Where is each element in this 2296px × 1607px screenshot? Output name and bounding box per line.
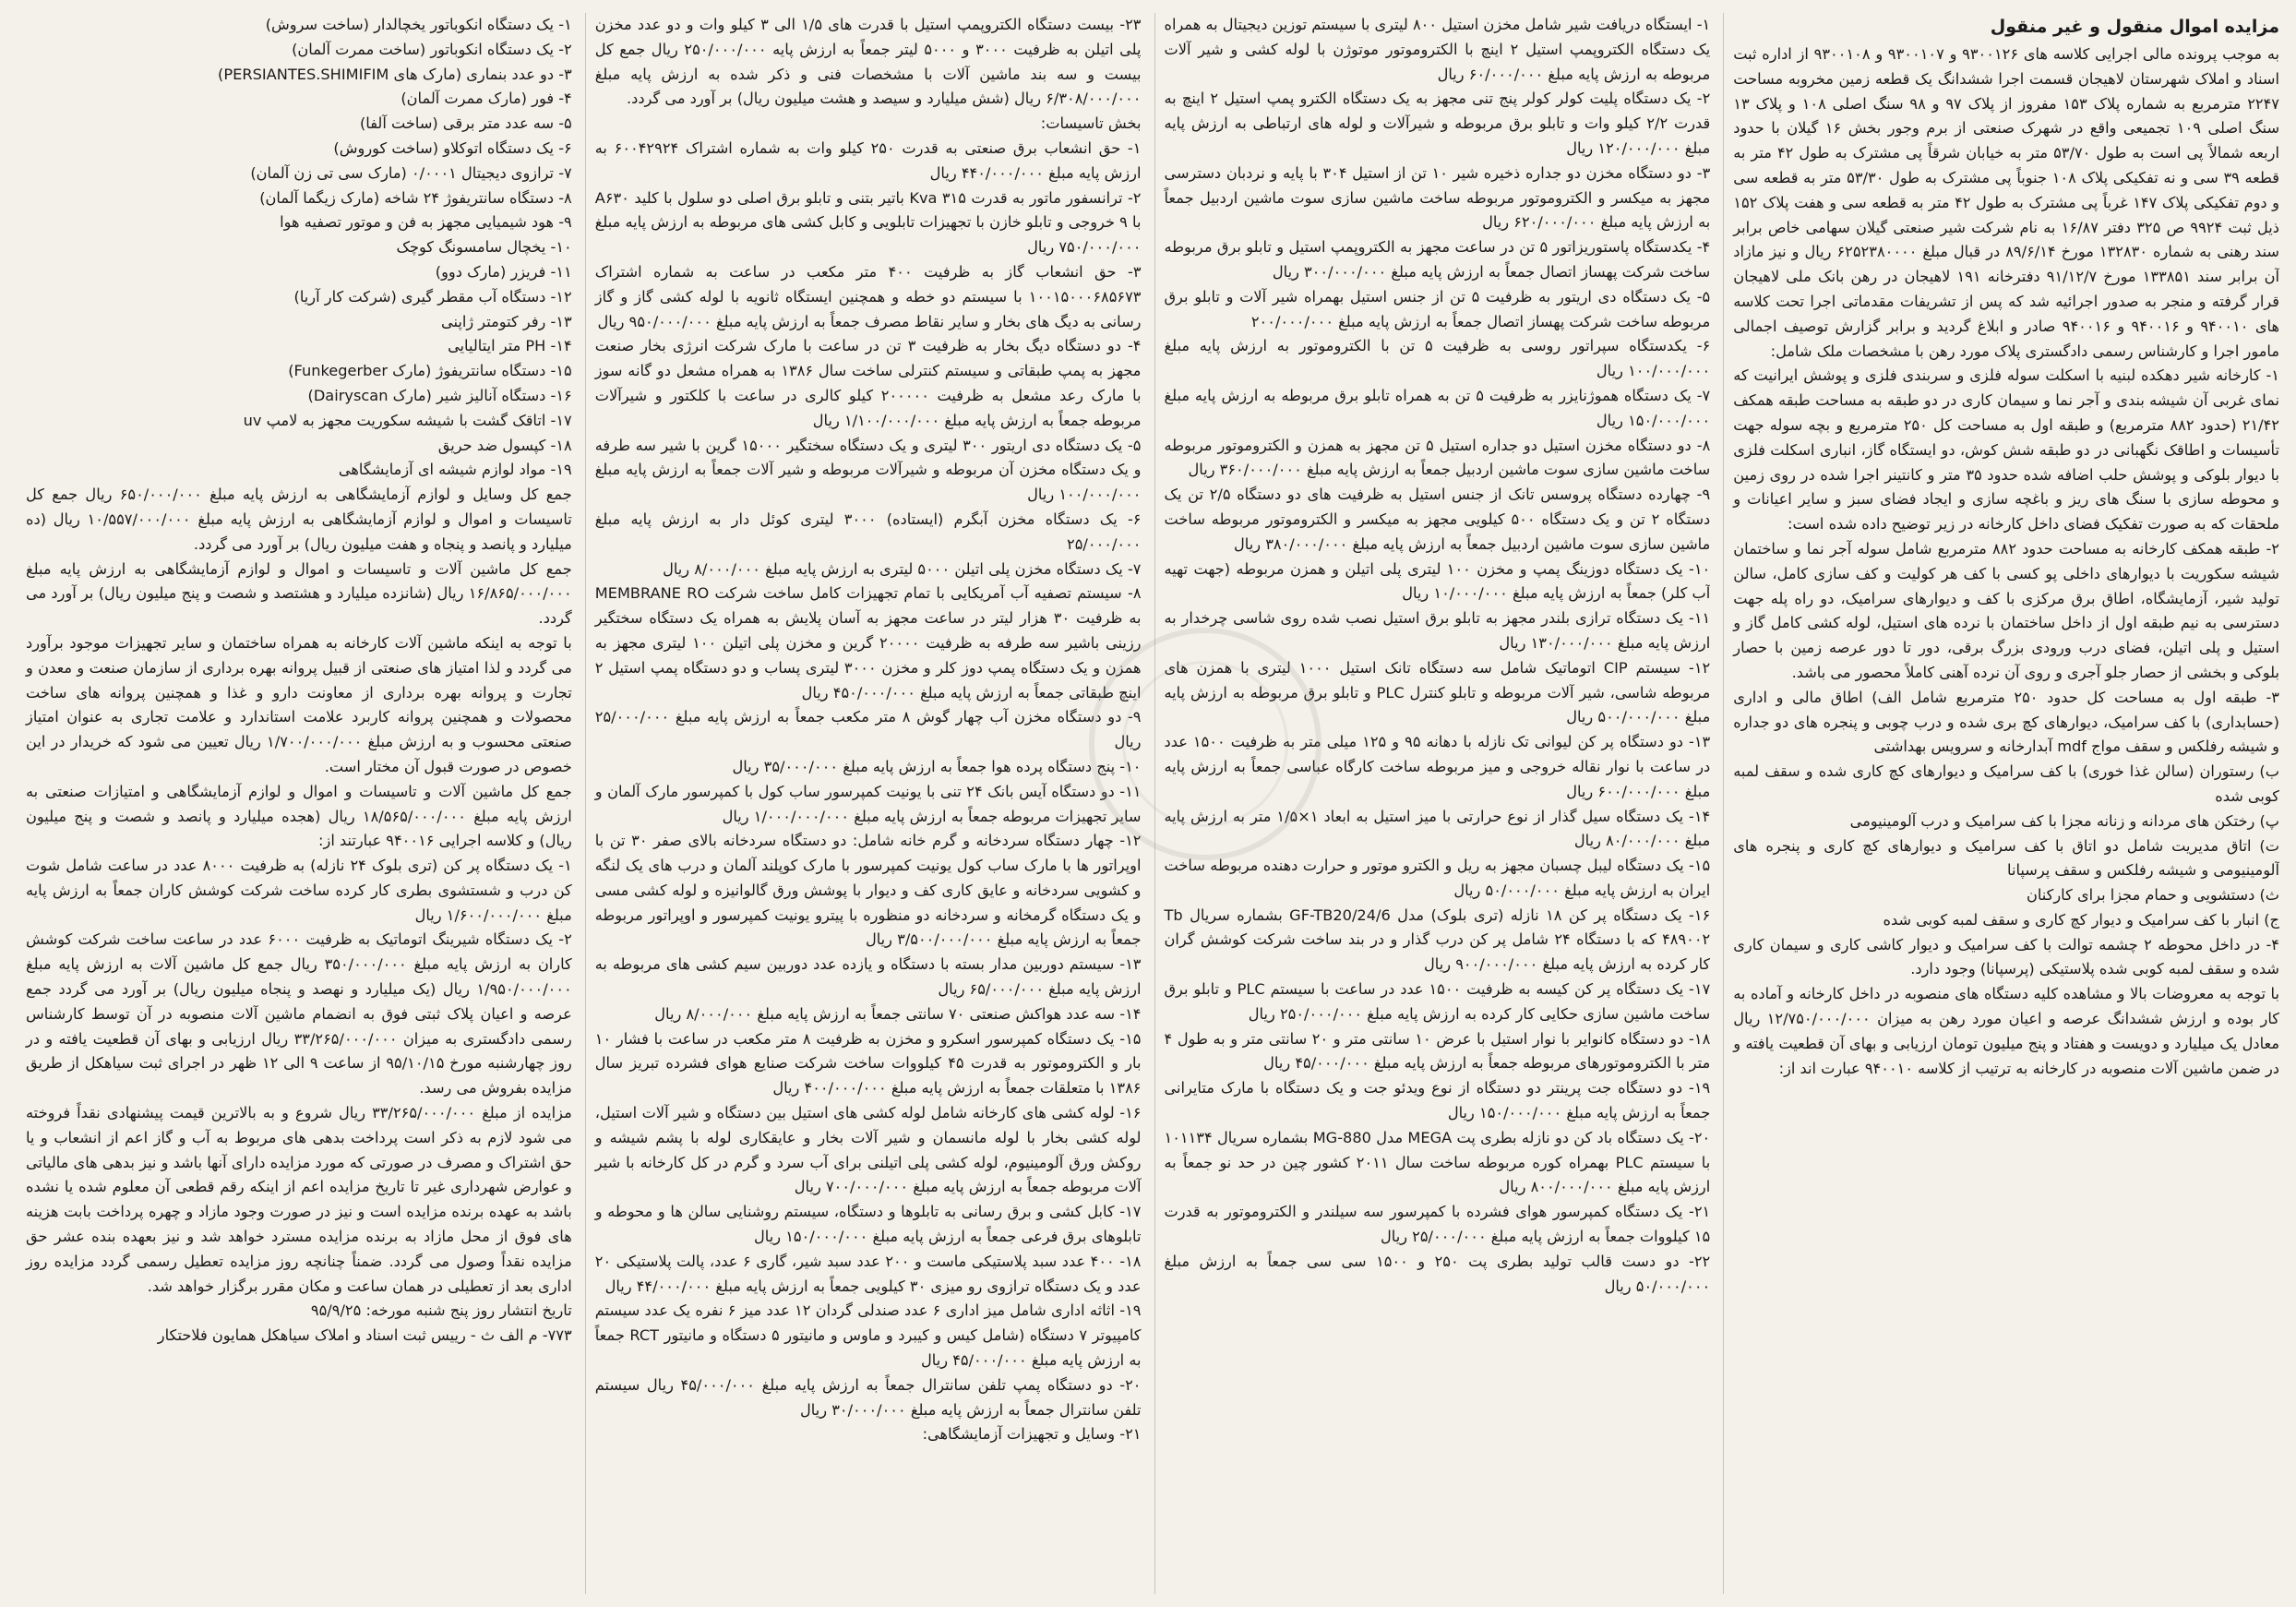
paragraph: ۶- یک دستگاه اتوکلاو (ساخت کوروش) — [333, 138, 572, 157]
paragraph: ۱۷- اتاقک گشت با شیشه سکوریت مجهز به لامپ uv — [243, 411, 572, 429]
paragraph: ۱۳- سیستم دوربین مدار بسته با دستگاه و یازده عدد دوربین سیم کشی های مربوطه به ارزش پایه مبلغ ۶۵/۰۰۰/۰۰۰ ریال — [594, 955, 1142, 999]
paragraph: ۱۹- مواد لوازم شیشه ای آزمایشگاهی — [338, 461, 572, 479]
paragraph: ۶- یک دستگاه مخزن آبگرم (ایستاده) ۳۰۰۰ لیتری کوئل دار به ارزش پایه مبلغ ۲۵/۰۰۰/۰۰۰ — [594, 510, 1142, 553]
column-1 — [1723, 13, 2279, 1594]
paragraph: ۸- دستگاه سانتریفوژ ۲۴ شاخه (مارک زیگما آلمان) — [259, 188, 572, 207]
paragraph: ۱۰- یک دستگاه دوزینگ پمپ و مخزن ۱۰۰ لیتری پلی اتیلن و همزن مربوطه (جهت تهیه آب کلر) جمعاً به ارزش پایه مبلغ ۱۰/۰۰۰/۰۰۰ ریال — [1164, 559, 1711, 603]
paragraph: ۱۱- دو دستگاه آیس بانک ۲۴ تنی با یونیت کمپرسور ساب کول با کمپرسور مارک آلمان و سایر تجهیزات مربوطه جمعاً به ارزش پایه مبلغ ۱/۰۰۰/۰۰۰/۰۰۰ ریال — [594, 782, 1142, 825]
paragraph: ۳- دو عدد بنماری (مارک های PERSIANTES.SHIMIFIM) — [218, 65, 572, 83]
paragraph: ۴- در داخل محوطه ۲ چشمه توالت با کف سرامیک و دیوار کاشی کاری و سیمان کاری شده و سقف لمبه کوبی شده پلاستیکی (پرسپانا) وجود دارد. — [1733, 935, 2279, 978]
paragraph: ۱۳- رفر کتومتر ژاپنی — [440, 312, 572, 330]
paragraph: ۷۷۳- م الف ث - رییس ثبت اسناد و املاک سیاهکل همایون فلاحتکار — [157, 1326, 572, 1345]
paragraph: ۵- سه عدد متر برقی (ساخت آلفا) — [359, 114, 572, 133]
paragraph: ت) اتاق مدیریت شامل دو اتاق با کف سرامیک و دیوارهای کچ کاری و پنجره های آلومینیومی و شیشه رفلکس و سقف پرسپانا — [1733, 836, 2279, 880]
paragraph: ۵- یک دستگاه دی اریتور ۳۰۰ لیتری و یک دستگاه سختگیر ۱۵۰۰۰ گرین با شیر سه طرفه و یک دستگاه مخزن آن مربوطه و شیرآلات مربوطه و شیر آلات جمعاً به ارزش پایه مبلغ ۱۰۰/۰۰۰/۰۰۰ ریال — [594, 436, 1142, 504]
paragraph: ۱۲- سیستم CIP اتوماتیک شامل سه دستگاه تانک استیل ۱۰۰۰ لیتری با همزن های مربوطه شاسی، شیر آلات مربوطه و تابلو کنترل PLC و تابلو برق مربوطه به ارزش پایه مبلغ ۵۰۰/۰۰۰/۰۰۰ ریال — [1164, 658, 1711, 726]
paragraph: ۹- هود شیمیایی مجهز به فن و موتور تصفیه هوا — [280, 213, 572, 232]
paragraph: ۸- سیستم تصفیه آب آمریکایی با تمام تجهیزات کامل ساخت شرکت MEMBRANE RO به ظرفیت ۳۰ هزار لیتر در ساعت مجهز به آسان پلایش به همراه یک دستگاه سختگیر رزینی باشیر سه طرفه به ظرفیت ۲۰۰۰۰ گرین و مخزن پلی اتیلن ۱۰۰ لیتری مجهز به همزن و یک دستگاه پمپ دوز کلر و مخزن ۳۰۰۰ لیتری پساب و دو دستگاه پمپ استیل ۲ اینچ طبقاتی جمعاً به ارزش پایه مبلغ ۴۵۰/۰۰۰/۰۰۰ ریال — [594, 584, 1142, 702]
paragraph: ۱۷- کابل کشی و برق رسانی به تابلوها و دستگاه، سیستم روشنایی سالن ها و محوطه و تابلوهای برق فرعی جمعاً به ارزش پایه مبلغ ۱۵۰/۰۰۰/۰۰۰ ریال — [594, 1203, 1142, 1246]
paragraph: ۳- طبقه اول به مساحت کل حدود ۲۵۰ مترمربع شامل الف) اطاق مالی و اداری (حسابداری) با کف سرامیک، دیوارهای کچ بری شده و درب چوبی و پنجره های دو جداره و شیشه رفلکس و سقف مواج mdf آبدارخانه و سرویس بهداشتی — [1733, 688, 2279, 756]
paragraph: ۲- یک دستگاه پلیت کولر کولر پنج تنی مجهز به یک دستگاه الکترو پمپ استیل ۲ اینچ به قدرت ۲/۲ کیلو وات و تابلو برق مربوطه و شیرآلات و لوله های ارتباطی به ارزش پایه مبلغ ۱۲۰/۰۰۰/۰۰۰ ریال — [1164, 90, 1711, 157]
paragraph: ب) رستوران (سالن غذا خوری) با کف سرامیک و دیوارهای کچ کاری شده و سقف لمبه کوبی شده — [1733, 762, 2279, 805]
paragraph: ۱۶- یک دستگاه پر کن ۱۸ نازله (تری بلوک) مدل GF-TB20/24/6 بشماره سریال Tb ۴۸۹۰۰۲ که با دستگاه ۲۴ شامل پر کن درب گذار و در بند ساخت شرکت کوشش گران کار کرده به ارزش پایه مبلغ ۹۰۰/۰۰۰/۰۰۰ ریال — [1164, 905, 1711, 974]
paragraph: ۱۸- کپسول ضد حریق — [437, 436, 572, 454]
paragraph: ۱۵- دستگاه سانتریفوژ (مارک Funkegerber) — [288, 362, 572, 380]
paragraph: ۱- ایستگاه دریافت شیر شامل مخزن استیل ۸۰۰ لیتری با سیستم توزین دیجیتال به همراه یک دستگاه الکتروپمپ استیل ۲ اینچ با الکتروموتور موتوژن با لوله کشی و شیر آلات مربوطه به ارزش پایه مبلغ ۶۰/۰۰۰/۰۰۰ ریال — [1164, 16, 1711, 83]
paragraph: پ) رختکن های مردانه و زنانه مجزا با کف سرامیک و درب آلومینیومی — [1849, 811, 2279, 830]
paragraph: ۲۰- دو دستگاه پمپ تلفن سانترال جمعاً به ارزش پایه مبلغ ۴۵/۰۰۰/۰۰۰ ریال سیستم تلفن سانترال جمعاً به ارزش پایه مبلغ ۳۰/۰۰۰/۰۰۰ ریال — [594, 1375, 1142, 1419]
paragraph: ۱۰- یخچال سامسونگ کوچک — [396, 238, 572, 257]
paragraph: ۱- کارخانه شیر دهکده لبنیه با اسکلت سوله فلزی و سربندی فلزی و پوشش ایرانیت که نمای غربی آن شیشه بندی و آجر نما و سیمان کاری در دو طبقه به مساحت طبقه همکف ۲۱/۴۲ (حدود ۸۸۲ مترمربع) و طبقه اول به مساحت کل ۲۵۰ مترمربع و بچه سوله جهت تأسیسات و اطاقک نگهبانی در دو طبقه شش کوش، دو ایستگاه گاز، انباری اسکلت فلزی با دیوار بلوکی و پوشش حلب اضافه شده حدود ۳۵ متر و کانتینر اجرا شده در روی زمین و محوطه سازی با سنگ های ریز و باغچه سازی و ایجاد فضای سبز و سایر اعیانات و ملحقات که به صورت تفکیک فضای داخل کارخانه در زیر توضیح داده شده است: — [1733, 366, 2279, 534]
paragraph: ۱۸- دو دستگاه کانوایر با نوار استیل با عرض ۱۰ سانتی متر و ۲۰ سانتی متر و به طول ۴ متر با الکتروموتورهای مربوطه جمعاً به ارزش پایه مبلغ ۴۵/۰۰۰/۰۰۰ ریال — [1164, 1029, 1711, 1073]
paragraph: مزایده از مبلغ ۳۳/۲۶۵/۰۰۰/۰۰۰ ریال شروع و به بالاترین قیمت پیشنهادی نقداً فروخته می شود لازم به ذکر است پرداخت بدهی های مربوط به آب و گاز اعم از انشعاب و یا حق اشتراک و مصرف در صورتی که مورد مزایده دارای آنها باشد و نیز بدهی های مالیاتی و عوارض شهرداری غیر تا تاریخ مزایده اعم از اینکه رقم قطعی آن معلوم شده یا نشده باشد به عهده برنده مزایده است و نیز در صورت وجود مازاد و چهره پرداخت بابت هزینه های فوق از محل مازاد به برنده مزایده مسترد خواهد شد و نیز بعهده بنده عشر حق مزایده نقداً وصول می گردد. ضمناً چنانچه روز مزایده تعطیل رسمی گردد مزایده روز اداری بعد از تعطیلی در همان ساعت و مکان مقرر برگزار خواهد شد. — [26, 1104, 572, 1295]
paragraph: ۱۴- سه عدد هواکش صنعتی ۷۰ سانتی جمعاً به ارزش پایه مبلغ ۸/۰۰۰/۰۰۰ ریال — [654, 1004, 1142, 1023]
paragraph: ۷- یک دستگاه مخزن پلی اتیلن ۵۰۰۰ لیتری به ارزش پایه مبلغ ۸/۰۰۰/۰۰۰ ریال — [663, 559, 1142, 578]
paragraph: به موجب پرونده مالی اجرایی کلاسه های ۹۳۰۰۱۲۶ و ۹۳۰۰۱۰۷ و ۹۳۰۰۱۰۸ از اداره ثبت اسناد و املاک شهرستان لاهیجان قسمت اجرا ششدانگ یک قطعه زمین مخروبه مساحت ۲۲۴۷ مترمربع به شماره پلاک ۱۵۳ مفروز از پلاک ۹۷ و ۹۸ سنگ اصلی ۱۰۸ و پلاک ۱۳ سنگ اصلی ۱۰۹ تجمیعی واقع در شهرک صنعتی از برم وجور بخش ۱۶ گیلان با حدود اربعه شمالاً پی است به طول ۵۳/۷۰ متر به خیابان شرقاً پی مشترک به طول ۴۲ متر به قطعه ۳۹ سی و نه تفکیکی پلاک ۱۰۸ جنوباً پی مشترک به طول ۵۳/۳۰ متر به قطعه سی و دوم تفکیکی پلاک ۱۴۷ غرباً پی مشترک به طول ۴۲ متر به قطعه سی و هفت پلاک ۱۵۲ ذیل ثبت ۹۹۲۴ ص ۳۲۵ دفتر ۱۶/۸۷ به نام شرکت شیر صنعتی گیلان سهامی خاص برابر سند رهنی به شماره ۱۳۲۸۳۰ مورخ ۸۹/۶/۱۴ در قبال مبلغ ۶۲۵۲۳۸۰۰۰۰ ریال و نیز مازاد آن برابر سند ۱۳۳۸۵۱ مورخ ۹۱/۱۲/۷ دفترخانه ۱۹۱ لاهیجان در رهن بانک ملی لاهیجان قرار گرفته و منجر به صدور اجرائیه شد که پس از تشریفات مقدماتی اجرا تحت کلاسه های ۹۴۰۰۱۰ و ۹۴۰۰۱۶ و ۹۴۰۰۱۶ صادر و ابلاغ گردید و برابر گزارش توصیف اجمالی مامور اجرا و کارشناس رسمی دادگستری پلاک مورد رهن با مشخصات ملک شامل: — [1733, 45, 2279, 360]
paragraph: بخش تاسیسات: — [1040, 114, 1142, 133]
paragraph: ۴- دو دستگاه دیگ بخار به ظرفیت ۳ تن در ساعت با مارک شرکت انرژی بخار صنعت مجهز به پمپ طبقاتی و سیستم کنترلی ساخت سال ۱۳۸۶ به همراه مشعل دو گانه سوز با مارک رعد مشعل به ظرفیت ۲۰۰۰۰۰ کیلو کالری در ساعت با کلکتور و شیرآلات مربوطه جمعاً به ارزش پایه مبلغ ۱/۱۰۰/۰۰۰/۰۰۰ ریال — [594, 337, 1142, 429]
paragraph: ۲۲- دو دست قالب تولید بطری پت ۲۵۰ و ۱۵۰۰ سی سی جمعاً به ارزش مبلغ ۵۰/۰۰۰/۰۰۰ ریال — [1164, 1252, 1711, 1295]
paragraph: ۵- یک دستگاه دی اریتور به ظرفیت ۵ تن از جنس استیل بهمراه شیر آلات و تابلو برق مربوطه ساخت شرکت پهساز اتصال جمعاً به ارزش پایه مبلغ ۲۰۰/۰۰۰/۰۰۰ — [1164, 287, 1711, 330]
paragraph: ۲۰- یک دستگاه باد کن دو نازله بطری پت MEGA مدل MG-880 بشماره سریال ۱۰۱۱۳۴ با سیستم PLC بهمراه کوره مربوطه ساخت سال ۲۰۱۱ کشور چین در حد نو جمعاً به ارزش پایه مبلغ ۸۰۰/۰۰۰/۰۰۰ ریال — [1164, 1128, 1711, 1196]
paragraph: ۲۳- بیست دستگاه الکتروپمپ استیل با قدرت های ۱/۵ الی ۳ کیلو وات و دو عدد مخزن پلی اتیلن به ظرفیت ۳۰۰۰ و ۵۰۰۰ لیتر جمعاً به ارزش پایه ۲۵۰/۰۰۰/۰۰۰ ریال جمع کل بیست و سه بند ماشین آلات با مشخصات فنی و ذکر شده به ارزش پایه مبلغ ۶/۳۰۸/۰۰۰/۰۰۰ ریال (شش میلیارد و سیصد و هشت میلیون ریال) بر آورد می گردد. — [594, 16, 1142, 108]
paragraph: ۱- یک دستگاه پر کن (تری بلوک ۲۴ نازله) به ظرفیت ۸۰۰۰ عدد در ساعت شامل شوت کن درب و شستشوی بطری کار کرده ساخت شرکت کوشش کاران جمعاً به ارزش پایه مبلغ ۱/۶۰۰/۰۰۰/۰۰۰ ریال — [26, 857, 572, 924]
paragraph: با توجه به معروضات بالا و مشاهده کلیه دستگاه های منصوبه در داخل کارخانه و آماده به کار بوده و ارزش ششدانگ عرصه و اعیان مورد رهن به میزان ۱۲/۷۵۰/۰۰۰/۰۰۰ ریال معادل یک میلیارد و دویست و هفتاد و پنج میلیون تومان ارزیابی و بهای آن قطعیت یافته و در ضمن ماشین آلات منصوبه در کارخانه به ترتیب از کلاسه ۹۴۰۰۱۰ عبارت اند از: — [1733, 985, 2279, 1077]
paragraph: ۴- فور (مارک ممرت آلمان) — [401, 90, 572, 108]
column-3 — [585, 13, 1142, 1594]
paragraph: ۲۱- یک دستگاه کمپرسور هوای فشرده با کمپرسور سه سیلندر و الکتروموتور به قدرت ۱۵ کیلووات جمعاً به ارزش پایه مبلغ ۲۵/۰۰۰/۰۰۰ ریال — [1164, 1203, 1711, 1246]
column-2 — [1154, 13, 1711, 1594]
paragraph: ۸- دو دستگاه مخزن استیل دو جداره استیل ۵ تن مجهز به همزن و الکتروموتور مربوطه ساخت ماشین سازی سوت ماشین اردبیل جمعاً به ارزش پایه مبلغ ۳۶۰/۰۰۰/۰۰۰ ریال — [1164, 436, 1711, 479]
paragraph: ج) انبار با کف سرامیک و دیوار کچ کاری و سقف لمبه کوبی شده — [1883, 910, 2279, 929]
paragraph: ۲- طبقه همکف کارخانه به مساحت حدود ۸۸۲ مترمربع شامل سوله آجر نما و ساختمان شیشه سکوریت با دیوارهای داخلی پو کسی با کف هر کولیت و کف سازی کامل، سالن تولید شیر، آزمایشگاه، اطاق برق مرکزی با کف و دیوارهای سرامیک، دو راه پله جهت دسترسی به نیم طبقه اول از داخل ساختمان با نرده های استیل، لوله کشی کامل گاز و استیل و پلی اتیلن، فضای درب ورودی بزرگ برقی، دور تا دور عرصه زمین با حصار بلوکی و بخشی از حصار جلو آجری و روی آن نرده آهنی کاملاً محصور می باشد. — [1733, 539, 2279, 681]
paragraph: ۱۲- چهار دستگاه سردخانه و گرم خانه شامل: دو دستگاه سردخانه بالای صفر ۳۰ تن با اوپراتور ها با مارک ساب کول یونیت کمپرسور با مارک کوپلند آلمان و درب های یک لنگه و کشویی سردخانه و عایق کاری کف و دیوار با پوشش ورق گالوانیزه و لوله کشی مسی و یک دستگاه گرمخانه و سردخانه دو منظوره با پیترو یونیت کمپرسور و اوپراتور مربوطه جمعاً به ارزش پایه مبلغ ۳/۵۰۰/۰۰۰/۰۰۰ ریال — [594, 832, 1142, 949]
notice-title: مزایده اموال منقول و غیر منقول — [1990, 17, 2279, 37]
paragraph: ۱۱- فریزر (مارک دوو) — [435, 262, 572, 281]
paragraph: جمع کل ماشین آلات و تاسیسات و اموال و لوازم آزمایشگاهی و امتیازات صنعتی به ارزش پایه مبلغ ۱۸/۵۶۵/۰۰۰/۰۰۰ ریال (هجده میلیارد و پانصد و شصت و پنج میلیون ریال) و کلاسه اجرایی ۹۴۰۰۱۶ عبارتند از: — [26, 782, 572, 850]
paragraph: ۱۱- یک دستگاه ترازی بلندر مجهز به تابلو برق استیل نصب شده روی شاسی چرخدار به ارزش پایه مبلغ ۱۳۰/۰۰۰/۰۰۰ ریال — [1164, 609, 1711, 652]
paragraph: ۹- دو دستگاه مخزن آب چهار گوش ۸ متر مکعب جمعاً به ارزش پایه مبلغ ۲۵/۰۰۰/۰۰۰ ریال — [594, 708, 1142, 751]
paragraph: ۷- یک دستگاه هموژنایزر به ظرفیت ۵ تن به همراه تابلو برق مربوطه به ارزش پایه مبلغ ۱۵۰/۰۰۰/۰۰۰ ریال — [1164, 386, 1711, 429]
paragraph: جمع کل ماشین آلات و تاسیسات و اموال و لوازم آزمایشگاهی به ارزش پایه مبلغ ۱۶/۸۶۵/۰۰۰/۰۰۰ ریال (شانزده میلیارد و هشتصد و شصت و پنج میلیون ریال) بر آورد می گردد. — [26, 559, 572, 628]
paragraph: ۷- ترازوی دیجیتال ۰/۰۰۰۱ (مارک سی تی زن آلمان) — [250, 163, 572, 182]
paragraph: ۲- یک دستگاه انکوباتور (ساخت ممرت آلمان) — [292, 40, 572, 58]
paragraph: ۲- ترانسفور ماتور به قدرت ۳۱۵ Kva باتیر بتنی و تابلو برق اصلی دو سلول با کلید A۶۳۰ با ۹ خروجی و تابلو خازن با تجهیزات تابلویی و کابل کشی های مربوطه به ارزش پایه مبلغ ۷۵۰/۰۰۰/۰۰۰ ریال — [594, 188, 1142, 257]
paragraph: ۱۶- دستگاه آنالیز شیر (مارک Dairyscan) — [307, 386, 572, 404]
paragraph: ۱۳- دو دستگاه پر کن لیوانی تک نازله با دهانه ۹۵ و ۱۲۵ میلی متر به ظرفیت ۱۵۰۰ عدد در ساعت با نوار نقاله خروجی و میز مربوطه ساخت کارگاه عباسی جمعاً به ارزش پایه مبلغ ۶۰۰/۰۰۰/۰۰۰ ریال — [1164, 733, 1711, 800]
paragraph: ۱۶- لوله کشی های کارخانه شامل لوله کشی های استیل بین دستگاه و شیر آلات استیل، لوله کشی بخار با لوله مانسمان و شیر آلات بخار و عایقکاری لوله با پشم شیشه و روکش ورق آلومینیوم، لوله کشی پلی اتیلنی برای آب سرد و گرم در کل کارخانه با شیر آلات مربوطه جمعاً به ارزش پایه مبلغ ۷۰۰/۰۰۰/۰۰۰ ریال — [594, 1104, 1142, 1196]
column-4 — [17, 13, 572, 1594]
paragraph: ۱۵- یک دستگاه کمپرسور اسکرو و مخزن به ظرفیت ۸ متر مکعب در ساعت با فشار ۱۰ بار و الکتروموتور به قدرت ۴۵ کیلووات ساخت شرکت صنایع هوای فشرده تبریز سال ۱۳۸۶ با متعلقات جمعاً به ارزش پایه مبلغ ۴۰۰/۰۰۰/۰۰۰ ریال — [594, 1029, 1142, 1097]
paragraph: ۳- حق انشعاب گاز به ظرفیت ۴۰۰ متر مکعب در ساعت به شماره اشتراک ۱۰۰۱۵۰۰۰۶۸۵۶۷۳ با سیستم دو خطه و همچنین ایستگاه ثانویه با لوله کشی گاز و گاز رسانی به دیگ های بخار و سایر نقاط مصرف جمعاً به ارزش پایه مبلغ ۹۵۰/۰۰۰/۰۰۰ ریال — [594, 262, 1142, 330]
paragraph: ۱۸- ۴۰۰ عدد سبد پلاستیکی ماست و ۲۰۰ عدد سبد شیر، گاری ۶ عدد، پالت پلاستیکی ۲۰ عدد و یک دستگاه ترازوی رو میزی ۳۰ کیلویی جمعاً به ارزش پایه مبلغ ۴۴/۰۰۰/۰۰۰ ریال — [594, 1252, 1142, 1295]
paragraph: ۱۹- اثاثه اداری شامل میز اداری ۶ عدد صندلی گردان ۱۲ عدد میز ۶ نفره یک عدد سیستم کامپیوتر ۷ دستگاه (شامل کیس و کیبرد و ماوس و مانیتور ۵ دستگاه و مانیتور RCT جمعاً به ارزش پایه مبلغ ۴۵/۰۰۰/۰۰۰ ریال — [594, 1301, 1142, 1370]
paragraph: ث) دستشویی و حمام مجزا برای کارکنان — [2026, 886, 2279, 905]
paragraph: ۱۹- دو دستگاه جت پرینتر دو دستگاه از نوع ویدئو جت و یک دستگاه با مارک متایرانی جمعاً به ارزش پایه مبلغ ۱۵۰/۰۰۰/۰۰۰ ریال — [1164, 1079, 1711, 1122]
paragraph: ۹- چهارده دستگاه پروسس تانک از جنس استیل به ظرفیت های دو دستگاه ۲/۵ تن یک دستگاه ۲ تن و یک دستگاه ۵۰۰ کیلویی مجهز به میکسر و الکتروموتور مربوطه ساخت ماشین سازی سوت ماشین اردبیل جمعاً به ارزش پایه مبلغ ۳۸۰/۰۰۰/۰۰۰ ریال — [1164, 486, 1711, 553]
paragraph: ۱- یک دستگاه انکوباتور یخچالدار (ساخت سروش) — [265, 16, 572, 33]
paragraph: ۱۷- یک دستگاه پر کن کیسه به ظرفیت ۱۵۰۰ عدد در ساعت با سیستم PLC و تابلو برق ساخت ماشین سازی حکایی کار کرده به ارزش پایه مبلغ ۲۵۰/۰۰۰/۰۰۰ ریال — [1164, 980, 1711, 1023]
paragraph: ۶- یکدستگاه سپراتور روسی به ظرفیت ۵ تن با الکتروموتور به ارزش پایه مبلغ ۱۰۰/۰۰۰/۰۰۰ ریال — [1164, 337, 1711, 380]
paragraph: ۱۴- یک دستگاه سیل گذار از نوع حرارتی با میز استیل به ابعاد ۱×۱/۵ متر به ارزش پایه مبلغ ۸۰/۰۰۰/۰۰۰ ریال — [1164, 807, 1711, 850]
columns-container — [17, 13, 2279, 1594]
paragraph: با توجه به اینکه ماشین آلات کارخانه به همراه ساختمان و سایر تجهیزات موجود برآورد می گردد و لذا امتیاز های صنعتی از قبیل پروانه بهره برداری از سازمان صنعت و معدن و تجارت و پروانه بهره برداری از معاونت دارو و غذا و همچنین پروانه های ساخت محصولات و همچنین پروانه کاربرد علامت استاندارد و علامت تجاری به عنوان امتیاز صنعتی محسوب و به ارزش مبلغ ۱/۷۰۰/۰۰۰/۰۰۰ ریال تعیین می شود که خریدار در این خصوص در صورت قبول آن مختار است. — [26, 633, 572, 775]
paragraph: ۴- یکدستگاه پاستوریزاتور ۵ تن در ساعت مجهز به الکتروپمپ استیل و تابلو برق مربوطه ساخت شرکت پهساز اتصال جمعاً به ارزش پایه مبلغ ۳۰۰/۰۰۰/۰۰۰ ریال — [1164, 238, 1711, 281]
paragraph: ۳- دو دستگاه مخزن دو جداره ذخیره شیر ۱۰ تن از استیل ۳۰۴ با پایه و نردبان دسترسی مجهز به میکسر و الکتروموتور مربوطه ساخت ماشین سازی سوت ماشین اردبیل جمعاً به ارزش پایه مبلغ ۶۲۰/۰۰۰/۰۰۰ ریال — [1164, 163, 1711, 232]
paragraph: ۲- یک دستگاه شیرینگ اتوماتیک به ظرفیت ۶۰۰۰ عدد در ساعت ساخت شرکت کوشش کاران به ارزش پایه مبلغ ۳۵۰/۰۰۰/۰۰۰ ریال جمع کل ماشین آلات به ارزش پایه مبلغ ۱/۹۵۰/۰۰۰/۰۰۰ ریال (یک میلیارد و نهصد و پنجاه میلیون ریال) بر آورد می گردد جمع عرصه و اعیان پلاک ثبتی فوق به انضمام ماشین آلات منصوبه در آن توسط کارشناس رسمی دادگستری به میزان ۳۳/۲۶۵/۰۰۰/۰۰۰ ریال ارزیابی و بهای آن قطعیت یافته و در روز چهارشنبه مورخ ۹۵/۱۰/۱۵ از ساعت ۹ الی ۱۲ ظهر در اجرای ثبت سیاهکل از طریق مزایده بفروش می رسد. — [26, 930, 572, 1097]
paragraph: ۱۰- پنج دستگاه پرده هوا جمعاً به ارزش پایه مبلغ ۳۵/۰۰۰/۰۰۰ ریال — [732, 757, 1142, 775]
paragraph: ۱- حق انشعاب برق صنعتی به قدرت ۲۵۰ کیلو وات به شماره اشتراک ۶۰۰۴۲۹۲۴ به ارزش پایه مبلغ ۴۴۰/۰۰۰/۰۰۰ ریال — [594, 138, 1142, 182]
paragraph: ۱۲- دستگاه آب مقطر گیری (شرکت کار آریا) — [293, 287, 572, 306]
paragraph: ۱۴- PH متر ایتالیایی — [448, 337, 572, 355]
paragraph: ۱۵- یک دستگاه لیبل چسبان مجهز به ریل و الکترو موتور و حرارت دهنده مربوطه ساخت ایران به ارزش پایه مبلغ ۵۰/۰۰۰/۰۰۰ ریال — [1164, 857, 1711, 899]
paragraph: ۲۱- وسایل و تجهیزات آزمایشگاهی: — [922, 1425, 1142, 1444]
paragraph: تاریخ انتشار روز پنج شنبه مورخه: ۹۵/۹/۲۵ — [310, 1301, 572, 1320]
paragraph: جمع کل وسایل و لوازم آزمایشگاهی به ارزش پایه مبلغ ۶۵۰/۰۰۰/۰۰۰ ریال جمع کل تاسیسات و اموال و لوازم آزمایشگاهی به ارزش پایه مبلغ ۱۰/۵۵۷/۰۰۰/۰۰۰ ریال (ده میلیارد و پانصد و پنجاه و هفت میلیون ریال) بر آورد می گردد. — [26, 486, 572, 553]
